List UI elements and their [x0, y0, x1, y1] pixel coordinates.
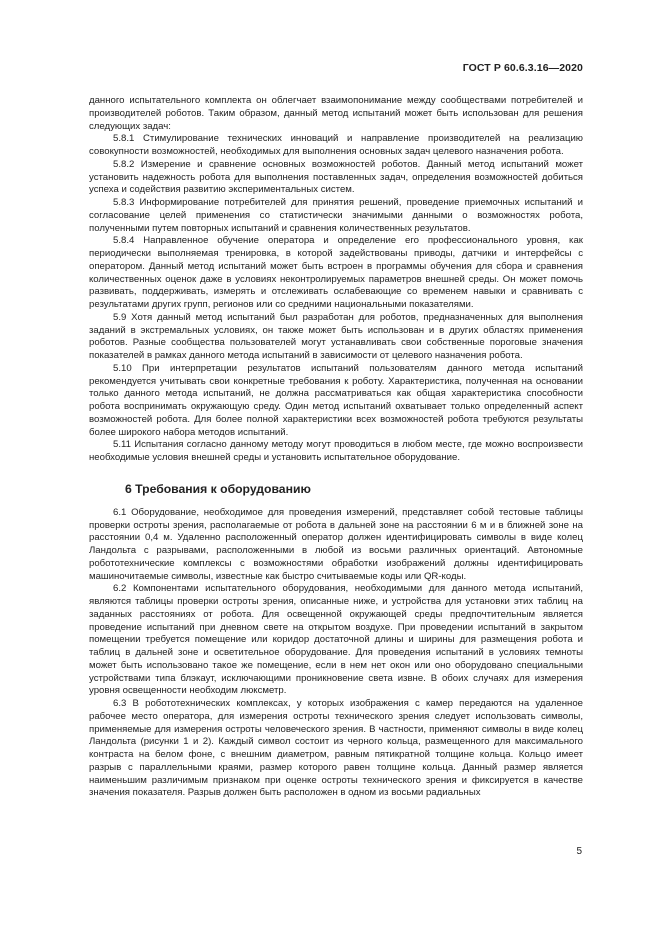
- paragraph: данного испытательного комплекта он облегчает взаимопонимание между сообществами потребителей и производителей роботов. Таким образом, данный метод испытаний может быть использован для решения следующих задач:: [89, 95, 583, 132]
- paragraph: 5.8.2 Измерение и сравнение основных возможностей роботов. Данный метод испытаний может установить надежность робота для выполнения поставленных задач, определения возможностей добиться успеха и содействия развитию экспериментальных систем.: [89, 158, 583, 196]
- page-number: 5: [576, 846, 582, 857]
- paragraph: 5.8.4 Направленное обучение оператора и определение его профессионального уровня, как периодически выполняемая тренировка, в которой задействованы приводы, датчики и интерфейсы с оператором. Данный метод испытаний может быть встроен в программы обучения для сбора и сравнения количественных оценок даже в условиях неконтролируемых параметров внешней среды. Он может помочь развивать, поддерживать, измерять и отслеживать ослабевающие со временем навыки и сравнивать с результатами других групп, регионов или со средними национальными показателями.: [89, 235, 583, 310]
- paragraph: 5.9 Хотя данный метод испытаний был разработан для роботов, предназначенных для выполнения заданий в экстремальных условиях, он также может быть использован и в других областях применения роботов. Разные сообщества пользователей могут устанавливать свои собственные пороговые значения показателей в рамках данного метода испытаний в зависимости от целевого назначения робота.: [89, 311, 583, 361]
- section-heading: 6 Требования к оборудованию: [125, 481, 311, 496]
- paragraph: 5.8.3 Информирование потребителей для принятия решений, проведение приемочных испытаний и согласование целей применения со статистически значимыми данными о возможностях робота, полученными путем повторных испытаний и сравнения количественных результатов.: [89, 197, 583, 234]
- paragraph: 6.2 Компонентами испытательного оборудования, необходимыми для данного метода испытаний, являются таблицы проверки остроты зрения, описанные ниже, и устройства для установки этих таблиц на заданных расстояниях от робота. Для освещенной окружающей среды предпочтительным является проведение испытаний при дневном свете на открытом воздухе. При проведении испытаний в закрытом помещении требуется помещение или коридор достаточной длины и ширины для размещения робота и таблиц в дальней зоне и осветительное оборудование. Для проведения испытаний в условиях темноты может быть использовано такое же помещение, если в нем нет окон или оно оборудовано специальными устройствами типа блэкаут, исключающими проникновение света извне. В обоих случаях для измерения уровня освещенности необходим люксметр.: [89, 583, 583, 697]
- paragraph: 5.8.1 Стимулирование технических инноваций и направление производителей на реализацию совокупности возможностей, необходимых для выполнения основных задач целевого назначения робота.: [89, 133, 583, 157]
- paragraph: 6.3 В робототехнических комплексах, у которых изображения с камер передаются на удаленное рабочее место оператора, для измерения остроты технического зрения следует использовать символы, применяемые для измерения остроты человеческого зрения. В частности, применяют символы в виде колец Ландольта (рисунки 1 и 2). Каждый символ состоит из черного кольца, размещенного для максимального контраста на белом фоне, с внешним диаметром, равным пятикратной толщине кольца. Кольцо имеет разрыв с параллельными краями, размер которого равен толщине кольца. Данный размер является наименьшим различимым признаком при оценке остроты технического зрения и фиксируется в качестве значения показателя. Разрыв должен быть расположен в одном из восьми радиальных: [89, 698, 583, 799]
- paragraph: 5.11 Испытания согласно данному методу могут проводиться в любом месте, где можно воспроизвести необходимые условия внешней среды и установить испытательное оборудование.: [89, 439, 583, 463]
- paragraph: 6.1 Оборудование, необходимое для проведения измерений, представляет собой тестовые таблицы проверки остроты зрения, располагаемые от робота в дальней зоне на расстоянии 6 м и в ближней зоне на расстоянии 0,4 м. Удаленно расположенный оператор должен идентифицировать символы в виде колец Ландольта с разрывами, расположенными в любой из восьми различных ориентаций. Автономные робототехнические комплексы с возможностями обработки изображений должны идентифицировать машиночитаемые символы, известные как быстро считываемые коды или QR-коды.: [89, 506, 583, 582]
- paragraph: 5.10 При интерпретации результатов испытаний пользователям данного метода испытаний рекомендуется учитывать свои конкретные требования к роботу. Характеристика, полученная на основании только данного метода испытаний, не должна рассматриваться как общая характеристика способности робота воспринимать окружающую среду. Один метод испытаний охватывает только определенный аспект возможностей робота. Для более полной характеристики всех возможностей робота требуются результаты более широкого набора методов испытаний.: [89, 362, 583, 438]
- document-body: [89, 95, 583, 800]
- document-code: ГОСТ Р 60.6.3.16—2020: [462, 62, 583, 74]
